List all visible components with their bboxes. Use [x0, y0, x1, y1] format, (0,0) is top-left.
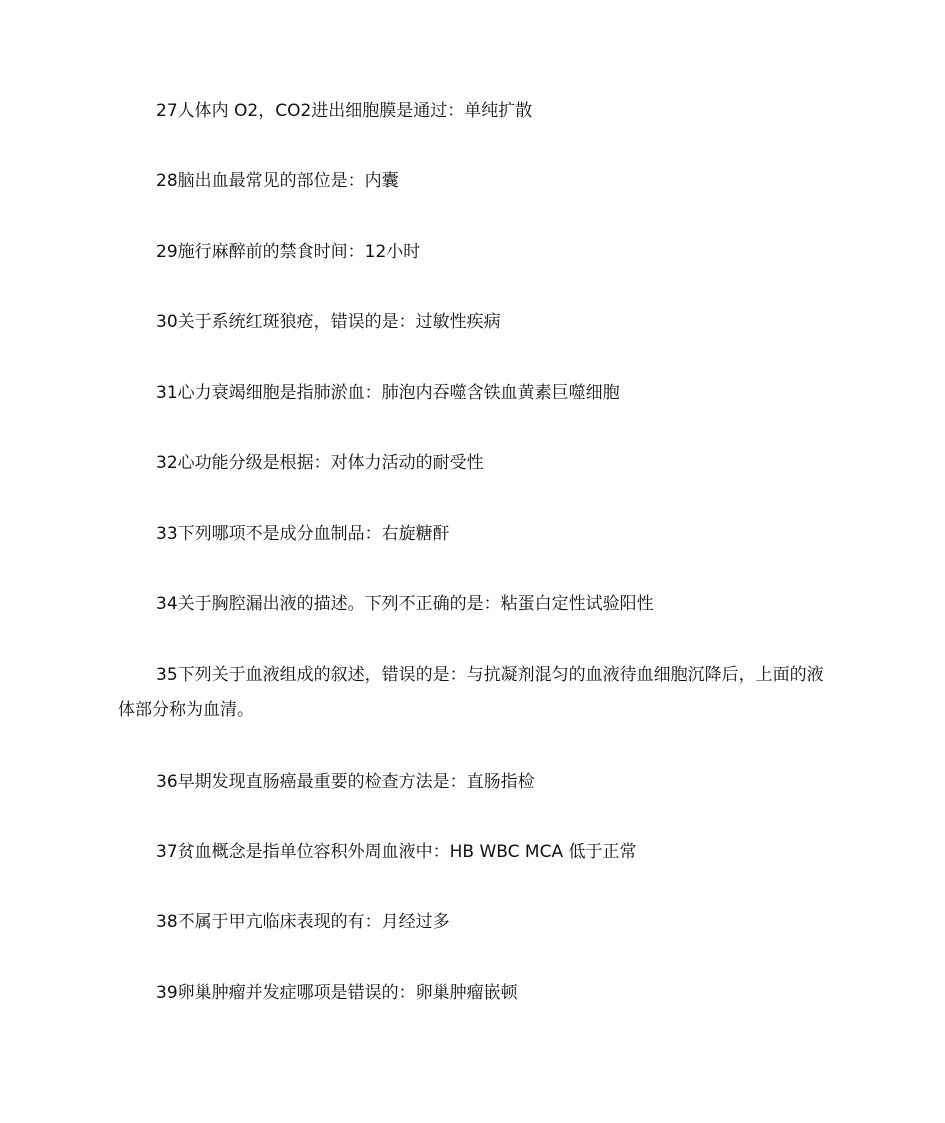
question-33: 33下列哪项不是成分血制品：右旋糖酐	[156, 524, 450, 544]
question-37: 37贫血概念是指单位容积外周血液中：HB WBC MCA 低于正常	[156, 842, 637, 862]
question-35: 35下列关于血液组成的叙述，错误的是：与抗凝剂混匀的血液待血细胞沉降后，上面的液体部分称为血清。	[118, 665, 824, 720]
question-39: 39卵巢肿瘤并发症哪项是错误的：卵巢肿瘤嵌顿	[156, 983, 518, 1003]
question-36: 36早期发现直肠癌最重要的检查方法是：直肠指检	[156, 772, 535, 792]
question-31: 31心力衰竭细胞是指肺淤血：肺泡内吞噬含铁血黄素巨噬细胞	[156, 383, 620, 403]
question-34: 34关于胸腔漏出液的描述。下列不正确的是：粘蛋白定性试验阳性	[156, 594, 654, 614]
question-27: 27人体内 O2，CO2进出细胞膜是通过：单纯扩散	[156, 101, 533, 121]
question-38: 38不属于甲亢临床表现的有：月经过多	[156, 912, 450, 932]
question-29: 29施行麻醉前的禁食时间：12小时	[156, 242, 421, 262]
question-28: 28脑出血最常见的部位是：内囊	[156, 171, 399, 191]
question-30: 30关于系统红斑狼疮，错误的是：过敏性疾病	[156, 312, 501, 332]
question-32: 32心功能分级是根据：对体力活动的耐受性	[156, 453, 484, 473]
